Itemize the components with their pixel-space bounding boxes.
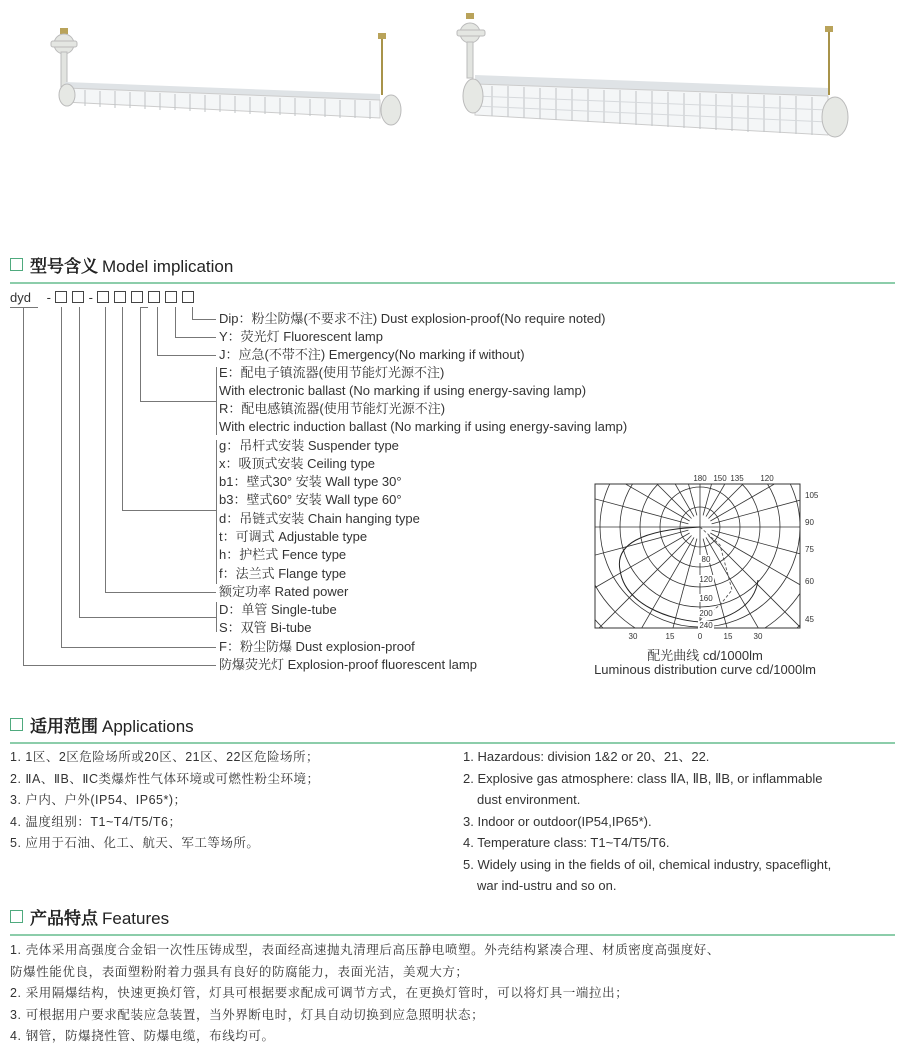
top-angle-label: 180 — [693, 474, 707, 483]
model-code — [10, 290, 199, 305]
section-heading-applications — [10, 712, 895, 744]
desc-bi-tube: S：双管 Bi-tube — [219, 620, 312, 635]
list-item: 1. Hazardous: division 1&2 or 20、21、22. — [463, 749, 710, 764]
list-item: dust environment. — [477, 792, 581, 807]
chart-subtitle: Luminous distribution curve cd/1000lm — [594, 662, 816, 677]
bottom-angle-label: 30 — [628, 632, 638, 641]
model-prefix: dyd — [10, 290, 31, 305]
radial-tick-label: 120 — [699, 575, 713, 584]
product-image-single-tube — [0, 0, 450, 200]
code-slot-icon — [55, 291, 67, 303]
grid-ray — [708, 535, 840, 645]
section-checkbox-icon — [10, 910, 23, 923]
code-slot-icon — [114, 291, 126, 303]
model-separator: - — [88, 290, 93, 305]
desc-y: Y：荧光灯 Fluorescent lamp — [219, 329, 383, 344]
desc-r: R：配电感镇流器(使用节能灯光源不注) — [219, 401, 446, 416]
grid-ray — [580, 470, 688, 524]
code-slot-icon — [131, 291, 143, 303]
grid-ray — [580, 537, 694, 645]
applications-en-list — [463, 746, 831, 897]
desc-dip: Dip：粉尘防爆(不要求不注) Dust explosion-proof(No require noted) — [219, 311, 606, 326]
top-angle-label: 120 — [760, 474, 774, 483]
bottom-angle-label: 15 — [723, 632, 733, 641]
desc-g: g：吊杆式安装 Suspender type — [219, 438, 399, 453]
radial-tick-label: 160 — [699, 594, 713, 603]
list-item: 1. 壳体采用高强度合金铝一次性压铸成型，表面经高速抛丸清理后高压静电喷塑。外壳结构紧凑合理、材质密度高强度好、 — [10, 943, 720, 957]
desc-e: E：配电子镇流器(使用节能灯光源不注) — [219, 365, 445, 380]
code-slot-icon — [148, 291, 160, 303]
desc-rated-power: 额定功率 Rated power — [219, 584, 349, 599]
code-slot-icon — [182, 291, 194, 303]
desc-fluorescent-lamp: 防爆荧光灯 Explosion-proof fluorescent lamp — [219, 657, 477, 672]
section-title: 产品特点 Features — [30, 909, 170, 928]
code-slot-icon — [165, 291, 177, 303]
list-item: 3. 可根据用户要求配装应急装置，当外界断电时，灯具自动切换到应急照明状态； — [10, 1007, 485, 1022]
desc-e-en: With electronic ballast (No marking if using energy-saving lamp) — [219, 383, 587, 398]
grid-ray — [580, 470, 692, 519]
features-list — [10, 940, 720, 1048]
desc-x: x：吸顶式安装 Ceiling type — [219, 456, 376, 471]
desc-b1: b1：壁式30° 安装 Wall type 30° — [219, 474, 402, 489]
product-image-double-tube — [450, 0, 900, 200]
radial-tick-label: 80 — [701, 555, 711, 564]
list-item: 2. Explosive gas atmosphere: class ⅡA, ⅡB, ⅡB, or inflammable — [463, 770, 823, 786]
desc-j: J：应急(不带不注) Emergency(No marking if without) — [219, 347, 525, 362]
chart-title: 配光曲线 cd/1000lm — [647, 648, 763, 663]
right-angle-label: 90 — [805, 518, 814, 527]
code-slot-icon — [97, 291, 109, 303]
right-angle-label: 60 — [805, 577, 814, 586]
desc-h: h：护栏式 Fence type — [219, 547, 347, 562]
bottom-angle-label: 30 — [753, 632, 763, 641]
list-item: 5. Widely using in the fields of oil, chemical industry, spaceflight, — [463, 856, 832, 872]
section-checkbox-icon — [10, 258, 23, 271]
list-item: 2. 采用隔爆结构，快速更换灯管，灯具可根据要求配成可调节方式，在更换灯管时，可以将灯具一端拉出； — [10, 986, 629, 1000]
list-item: 4. 温度组别：T1~T4/T5/T6； — [10, 814, 182, 829]
right-angle-label: 105 — [805, 491, 819, 500]
list-item: 4. 钢管，防爆挠性管、防爆电缆，布线均可。 — [10, 1029, 275, 1043]
grid-ray — [708, 470, 840, 519]
desc-single-tube: D：单管 Single-tube — [219, 602, 337, 617]
desc-d: d：吊链式安装 Chain hanging type — [219, 511, 420, 526]
list-item: war ind-ustru and so on. — [477, 878, 617, 893]
desc-dust-proof: F：粉尘防爆 Dust explosion-proof — [219, 639, 415, 654]
grid-ray — [580, 535, 692, 645]
bottom-angle-label: 15 — [665, 632, 675, 641]
radial-tick-label: 240 — [699, 621, 713, 630]
section-title: 型号含义 Model implication — [30, 257, 234, 276]
top-angle-label: 135 — [730, 474, 744, 483]
section-title: 适用范围 Applications — [30, 717, 194, 736]
desc-f: f：法兰式 Flange type — [219, 566, 347, 581]
section-heading-model — [10, 252, 895, 284]
desc-b3: b3：壁式60° 安装 Wall type 60° — [219, 492, 402, 507]
right-angle-label: 75 — [805, 545, 814, 554]
list-item: 1. 1区、2区危险场所或20区、21区、22区危险场所； — [10, 750, 320, 764]
applications-cn-list — [10, 747, 320, 855]
list-item: 4. Temperature class: T1~T4/T5/T6. — [463, 835, 670, 850]
luminous-distribution-chart — [580, 470, 840, 645]
series-dashed-curve — [700, 527, 732, 620]
model-separator: - — [46, 290, 51, 305]
list-item: 2. ⅡA、ⅡB、ⅡC类爆炸性气体环境或可燃性粉尘环境； — [10, 771, 320, 786]
radial-tick-label: 200 — [699, 609, 713, 618]
grid-ray — [580, 470, 694, 517]
list-item: 防爆性能优良，表面塑粉附着力强具有良好的防腐能力，表面光洁，美观大方； — [10, 964, 469, 979]
list-item: 5. 应用于石油、化工、航天、军工等场所。 — [10, 836, 260, 850]
right-angle-label: 45 — [805, 615, 814, 624]
code-slot-icon — [72, 291, 84, 303]
section-heading-features — [10, 904, 895, 936]
top-angle-label: 150 — [713, 474, 727, 483]
bottom-angle-label: 0 — [697, 632, 703, 641]
desc-t: t：可调式 Adjustable type — [219, 529, 368, 544]
list-item: 3. Indoor or outdoor(IP54,IP65*). — [463, 813, 652, 829]
list-item: 3. 户内、户外(IP54、IP65*)； — [10, 793, 187, 807]
grid-ray — [580, 470, 690, 521]
desc-r-en: With electric induction ballast (No marking if using energy-saving lamp) — [219, 419, 628, 434]
section-checkbox-icon — [10, 718, 23, 731]
